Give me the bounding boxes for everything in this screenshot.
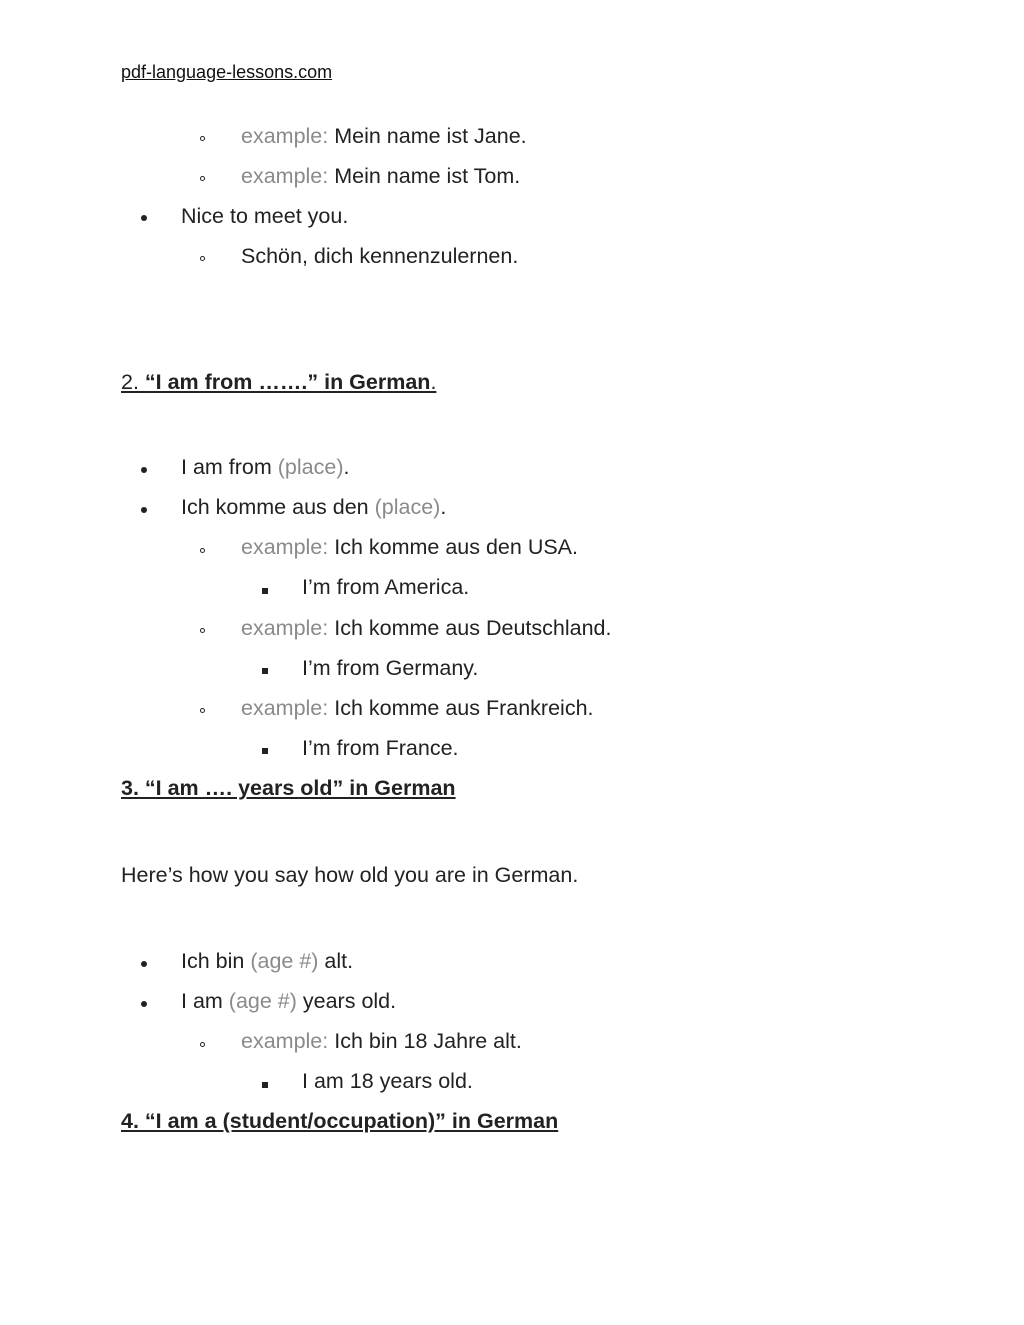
example-text: Mein name ist Jane. (328, 124, 527, 148)
example-line (241, 163, 520, 189)
square-bullet-icon (262, 748, 268, 754)
circle-bullet-icon (200, 628, 205, 633)
placeholder-text: (place) (277, 455, 344, 479)
circle-bullet-icon (200, 548, 205, 553)
placeholder-text: (place) (374, 495, 441, 519)
intro-paragraph: Here’s how you say how old you are in German. (121, 863, 579, 887)
example-label: example: (241, 124, 329, 148)
list-item (181, 454, 349, 480)
circle-bullet-icon (200, 136, 205, 141)
square-bullet-icon (262, 1082, 268, 1088)
item-text: . (343, 455, 350, 479)
site-link[interactable]: pdf-language-lessons.com (121, 62, 333, 82)
circle-bullet-icon (200, 708, 205, 713)
list-item: Nice to meet you. (181, 204, 349, 228)
item-text: alt. (318, 949, 354, 973)
item-text: Ich komme aus den (181, 495, 375, 519)
example-line (241, 1028, 522, 1054)
example-label: example: (241, 164, 329, 188)
example-label: example: (241, 696, 329, 720)
example-line (241, 123, 527, 149)
example-line (241, 615, 611, 641)
list-item (181, 988, 396, 1014)
example-line (241, 695, 594, 721)
section-heading-4: 4. “I am a (student/occupation)” in German (121, 1109, 559, 1133)
translation-line: I’m from Germany. (302, 656, 479, 680)
item-text: years old. (296, 989, 397, 1013)
example-text: Mein name ist Tom. (328, 164, 521, 188)
heading-number: 2. (121, 370, 145, 394)
circle-bullet-icon (200, 176, 205, 181)
example-label: example: (241, 1029, 329, 1053)
disc-bullet-icon (141, 215, 147, 221)
item-text: Ich bin (181, 949, 251, 973)
disc-bullet-icon (141, 507, 147, 513)
example-line (241, 534, 578, 560)
example-text: Ich bin 18 Jahre alt. (328, 1029, 522, 1053)
example-text: Ich komme aus Deutschland. (328, 616, 612, 640)
disc-bullet-icon (141, 467, 147, 473)
disc-bullet-icon (141, 961, 147, 967)
section-heading-2 (121, 369, 436, 395)
item-text: I am from (181, 455, 278, 479)
example-label: example: (241, 535, 329, 559)
item-text: . (440, 495, 447, 519)
translation-line: I am 18 years old. (302, 1069, 473, 1093)
disc-bullet-icon (141, 1001, 147, 1007)
square-bullet-icon (262, 588, 268, 594)
heading-title: “I am from …….” in German (144, 370, 431, 394)
translation-line: I’m from France. (302, 736, 459, 760)
example-text: Ich komme aus Frankreich. (328, 696, 594, 720)
list-item: Schön, dich kennenzulernen. (241, 244, 519, 268)
list-item (181, 494, 446, 520)
circle-bullet-icon (200, 1042, 205, 1047)
placeholder-text: (age #) (228, 989, 297, 1013)
example-text: Ich komme aus den USA. (328, 535, 578, 559)
translation-line: I’m from America. (302, 575, 470, 599)
list-item (181, 948, 353, 974)
section-heading-3: 3. “I am …. years old” in German (121, 776, 456, 800)
placeholder-text: (age #) (250, 949, 319, 973)
item-text: I am (181, 989, 229, 1013)
example-label: example: (241, 616, 329, 640)
square-bullet-icon (262, 668, 268, 674)
heading-tail: . (430, 370, 437, 394)
circle-bullet-icon (200, 256, 205, 261)
